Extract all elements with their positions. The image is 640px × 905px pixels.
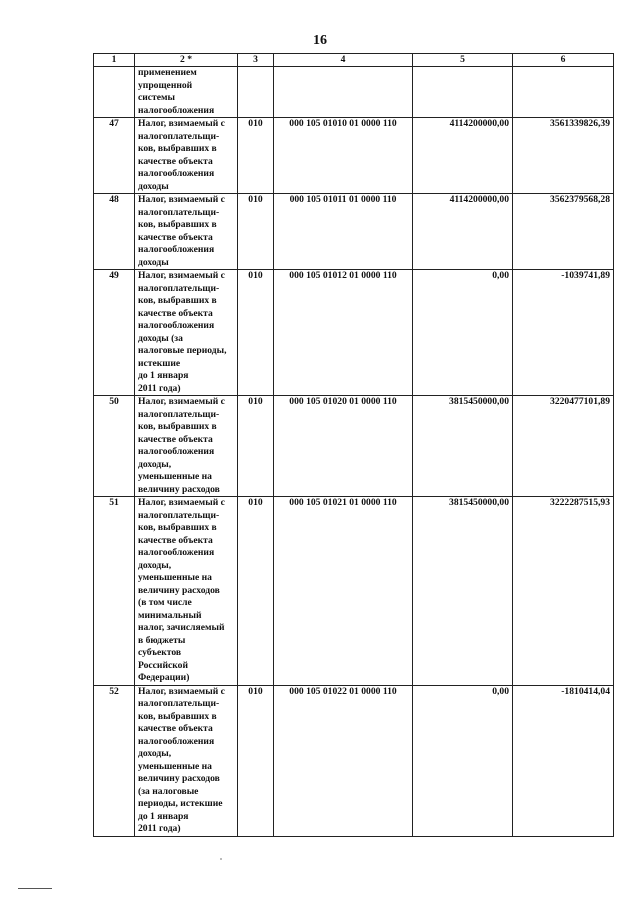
indicator-name-line: качестве объекта — [138, 307, 213, 319]
budget-table — [93, 53, 614, 837]
indicator-name-line: ков, выбравших в — [138, 219, 217, 230]
indicator-name-line: качестве объекта — [138, 231, 213, 243]
indicator-name-line: налогоплательщи- — [138, 130, 220, 142]
table-row — [94, 67, 614, 118]
indicator-name-line: налоговые периоды, — [138, 345, 227, 356]
indicator-name — [135, 685, 238, 836]
budget-classification-code: 000 105 01021 01 0000 110 — [274, 497, 413, 686]
header-col-4: 4 — [274, 54, 413, 67]
scan-speck — [220, 858, 222, 860]
indicator-name-line: Налог, взимаемый с — [138, 194, 225, 205]
indicator-name-line: до 1 января — [138, 370, 189, 381]
indicator-name — [135, 396, 238, 497]
executed-amount: -1039741,89 — [513, 270, 614, 396]
indicator-name-line: ков, выбравших в — [138, 143, 217, 154]
indicator-name-line: системы — [138, 92, 176, 103]
indicator-name-line: Налог, взимаемый с — [138, 685, 225, 697]
header-col-5: 5 — [413, 54, 513, 67]
line-code: 010 — [238, 194, 274, 270]
indicator-name-line: доходы, — [138, 458, 172, 470]
indicator-name-line: налогообложения — [138, 547, 215, 558]
row-number — [94, 67, 135, 118]
header-col-3: 3 — [238, 54, 274, 67]
line-code: 010 — [238, 396, 274, 497]
indicator-name-line: Федерации) — [138, 672, 190, 683]
header-col-2: 2 * — [135, 54, 238, 67]
row-number: 52 — [94, 685, 135, 836]
indicator-name-line: налогообложения — [138, 104, 215, 116]
table-row — [94, 194, 614, 270]
indicator-name-line: субъектов — [138, 647, 182, 658]
approved-amount: 0,00 — [413, 685, 513, 836]
table-row — [94, 118, 614, 194]
line-code — [238, 67, 274, 118]
indicator-name-line: 2011 года) — [138, 382, 181, 394]
indicator-name-line: налогообложения — [138, 320, 215, 331]
indicator-name-line: ков, выбравших в — [138, 295, 217, 306]
indicator-name-line: величину расходов — [138, 483, 220, 495]
footer-rule — [18, 888, 52, 889]
indicator-name-line: применением — [138, 67, 197, 78]
line-code: 010 — [238, 685, 274, 836]
indicator-name — [135, 194, 238, 270]
table-row — [94, 396, 614, 497]
indicator-name-line: налогоплательщи- — [138, 282, 220, 294]
approved-amount: 4114200000,00 — [413, 118, 513, 194]
executed-amount: 3562379568,28 — [513, 194, 614, 270]
indicator-name-line: истекшие — [138, 357, 181, 369]
indicator-name-line: доходы (за — [138, 332, 183, 344]
indicator-name-line: уменьшенные на — [138, 471, 212, 482]
budget-classification-code: 000 105 01022 01 0000 110 — [274, 685, 413, 836]
indicator-name-line: налог, зачисляемый — [138, 622, 225, 633]
table-header-row — [94, 54, 614, 67]
indicator-name-line: доходы — [138, 180, 169, 192]
budget-classification-code: 000 105 01020 01 0000 110 — [274, 396, 413, 497]
executed-amount: 3220477101,89 — [513, 396, 614, 497]
indicator-name-line: качестве объекта — [138, 155, 213, 167]
approved-amount: 4114200000,00 — [413, 194, 513, 270]
row-number: 50 — [94, 396, 135, 497]
executed-amount — [513, 67, 614, 118]
indicator-name-line: Налог, взимаемый с — [138, 497, 225, 508]
executed-amount: -1810414,04 — [513, 685, 614, 836]
indicator-name-line: 2011 года) — [138, 823, 181, 834]
indicator-name-line: (в том числе — [138, 597, 192, 608]
indicator-name-line: налогообложения — [138, 244, 215, 255]
budget-classification-code: 000 105 01012 01 0000 110 — [274, 270, 413, 396]
indicator-name — [135, 497, 238, 686]
indicator-name-line: налогоплательщи- — [138, 509, 220, 521]
row-number: 51 — [94, 497, 135, 686]
table-body — [94, 67, 614, 837]
executed-amount: 3561339826,39 — [513, 118, 614, 194]
indicator-name-line: налогоплательщи- — [138, 206, 220, 218]
row-number: 47 — [94, 118, 135, 194]
indicator-name-line: качестве объекта — [138, 723, 213, 734]
indicator-name-line: в бюджеты — [138, 634, 186, 646]
indicator-name-line: доходы — [138, 256, 169, 268]
indicator-name-line: налогообложения — [138, 735, 215, 747]
indicator-name-line: налогоплательщи- — [138, 698, 220, 709]
budget-classification-code — [274, 67, 413, 118]
indicator-name-line: Налог, взимаемый с — [138, 118, 225, 129]
header-col-6: 6 — [513, 54, 614, 67]
indicator-name-line: налогообложения — [138, 168, 215, 179]
line-code: 010 — [238, 270, 274, 396]
indicator-name — [135, 67, 238, 118]
approved-amount: 0,00 — [413, 270, 513, 396]
indicator-name-line: уменьшенные на — [138, 760, 212, 772]
indicator-name-line: до 1 января — [138, 810, 189, 822]
indicator-name-line: ков, выбравших в — [138, 710, 217, 722]
page-number: 16 — [313, 33, 327, 48]
indicator-name-line: Налог, взимаемый с — [138, 270, 225, 281]
indicator-name-line: качестве объекта — [138, 534, 213, 546]
indicator-name-line: (за налоговые — [138, 785, 199, 797]
indicator-name-line: ков, выбравших в — [138, 522, 217, 533]
budget-classification-code: 000 105 01011 01 0000 110 — [274, 194, 413, 270]
line-code: 010 — [238, 497, 274, 686]
line-code: 010 — [238, 118, 274, 194]
header-col-1: 1 — [94, 54, 135, 67]
approved-amount: 3815450000,00 — [413, 396, 513, 497]
indicator-name-line: величину расходов — [138, 584, 220, 596]
row-number: 48 — [94, 194, 135, 270]
indicator-name-line: качестве объекта — [138, 433, 213, 445]
indicator-name-line: налогообложения — [138, 446, 215, 457]
table-row — [94, 270, 614, 396]
indicator-name-line: величину расходов — [138, 773, 220, 784]
indicator-name-line: периоды, истекшие — [138, 798, 223, 809]
row-number: 49 — [94, 270, 135, 396]
indicator-name-line: упрощенной — [138, 79, 193, 91]
indicator-name-line: минимальный — [138, 609, 202, 621]
indicator-name-line: Российской — [138, 659, 188, 671]
approved-amount — [413, 67, 513, 118]
indicator-name-line: ков, выбравших в — [138, 421, 217, 432]
indicator-name-line: налогоплательщи- — [138, 408, 220, 420]
table-row — [94, 685, 614, 836]
indicator-name-line: доходы, — [138, 748, 172, 759]
table-row — [94, 497, 614, 686]
indicator-name — [135, 270, 238, 396]
budget-classification-code: 000 105 01010 01 0000 110 — [274, 118, 413, 194]
indicator-name-line: Налог, взимаемый с — [138, 396, 225, 407]
approved-amount: 3815450000,00 — [413, 497, 513, 686]
indicator-name-line: доходы, — [138, 559, 172, 571]
executed-amount: 3222287515,93 — [513, 497, 614, 686]
indicator-name — [135, 118, 238, 194]
indicator-name-line: уменьшенные на — [138, 572, 212, 583]
